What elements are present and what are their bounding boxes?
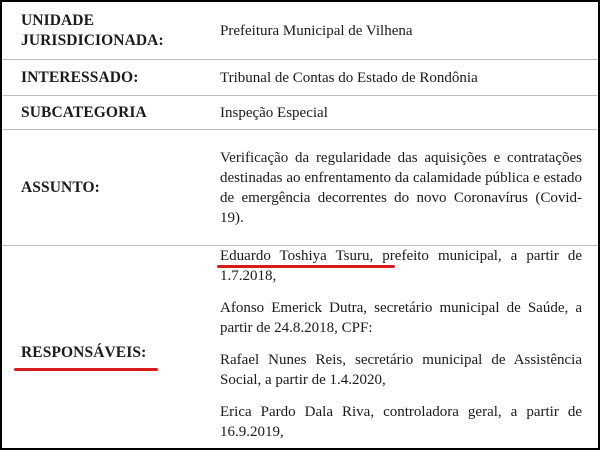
label-assunto: ASSUNTO: [2,130,201,246]
responsavel-item [220,402,582,442]
responsavel-role: secretário municipal de Saúde, a partir de 24.8.2018, CPF: [220,300,582,336]
highlight-underline-name [217,265,395,268]
value-interessado: Tribunal de Contas do Estado de Rondônia [201,60,598,96]
label-responsaveis-cell [2,246,201,450]
label-subcategoria: SUBCATEGORIA [2,96,201,130]
highlight-underline-label [14,368,158,371]
row-unidade [2,2,598,60]
responsavel-name: Rafael Nunes Reis, [220,352,346,368]
responsavel-name: Erica Pardo Dala Riva, [220,404,375,420]
row-subcategoria [2,96,598,130]
row-responsaveis [2,246,598,450]
responsavel-name: Afonso Emerick Dutra, [220,300,368,316]
value-unidade: Prefeitura Municipal de Vilhena [201,2,598,60]
responsaveis-list [201,246,598,450]
responsavel-role: prefeito municipal, a partir de 1.7.2018, [220,248,583,284]
row-assunto [2,130,598,246]
responsavel-item [220,246,582,286]
case-info-table [2,2,598,450]
value-assunto: Verificação da regularidade das aquisições e contratações destinadas ao enfrentamento da calamidade pública e estado de emergência decorrentes do novo Coronavírus (Covid-19). [201,130,598,246]
value-subcategoria: Inspeção Especial [201,96,598,130]
label-interessado: INTERESSADO: [2,60,201,96]
label-responsaveis: RESPONSÁVEIS: [21,344,147,361]
responsavel-item [220,298,582,338]
row-interessado [2,60,598,96]
responsavel-name: Eduardo Toshiya Tsuru, [220,248,374,264]
responsavel-role: secretário municipal de Assistência Social, a partir de 1.4.2020, [220,352,582,388]
label-unidade: UNIDADE JURISDICIONADA: [2,2,201,60]
responsavel-item [220,350,582,390]
responsavel-role: controladora geral, a partir de 16.9.2019, [220,404,583,440]
